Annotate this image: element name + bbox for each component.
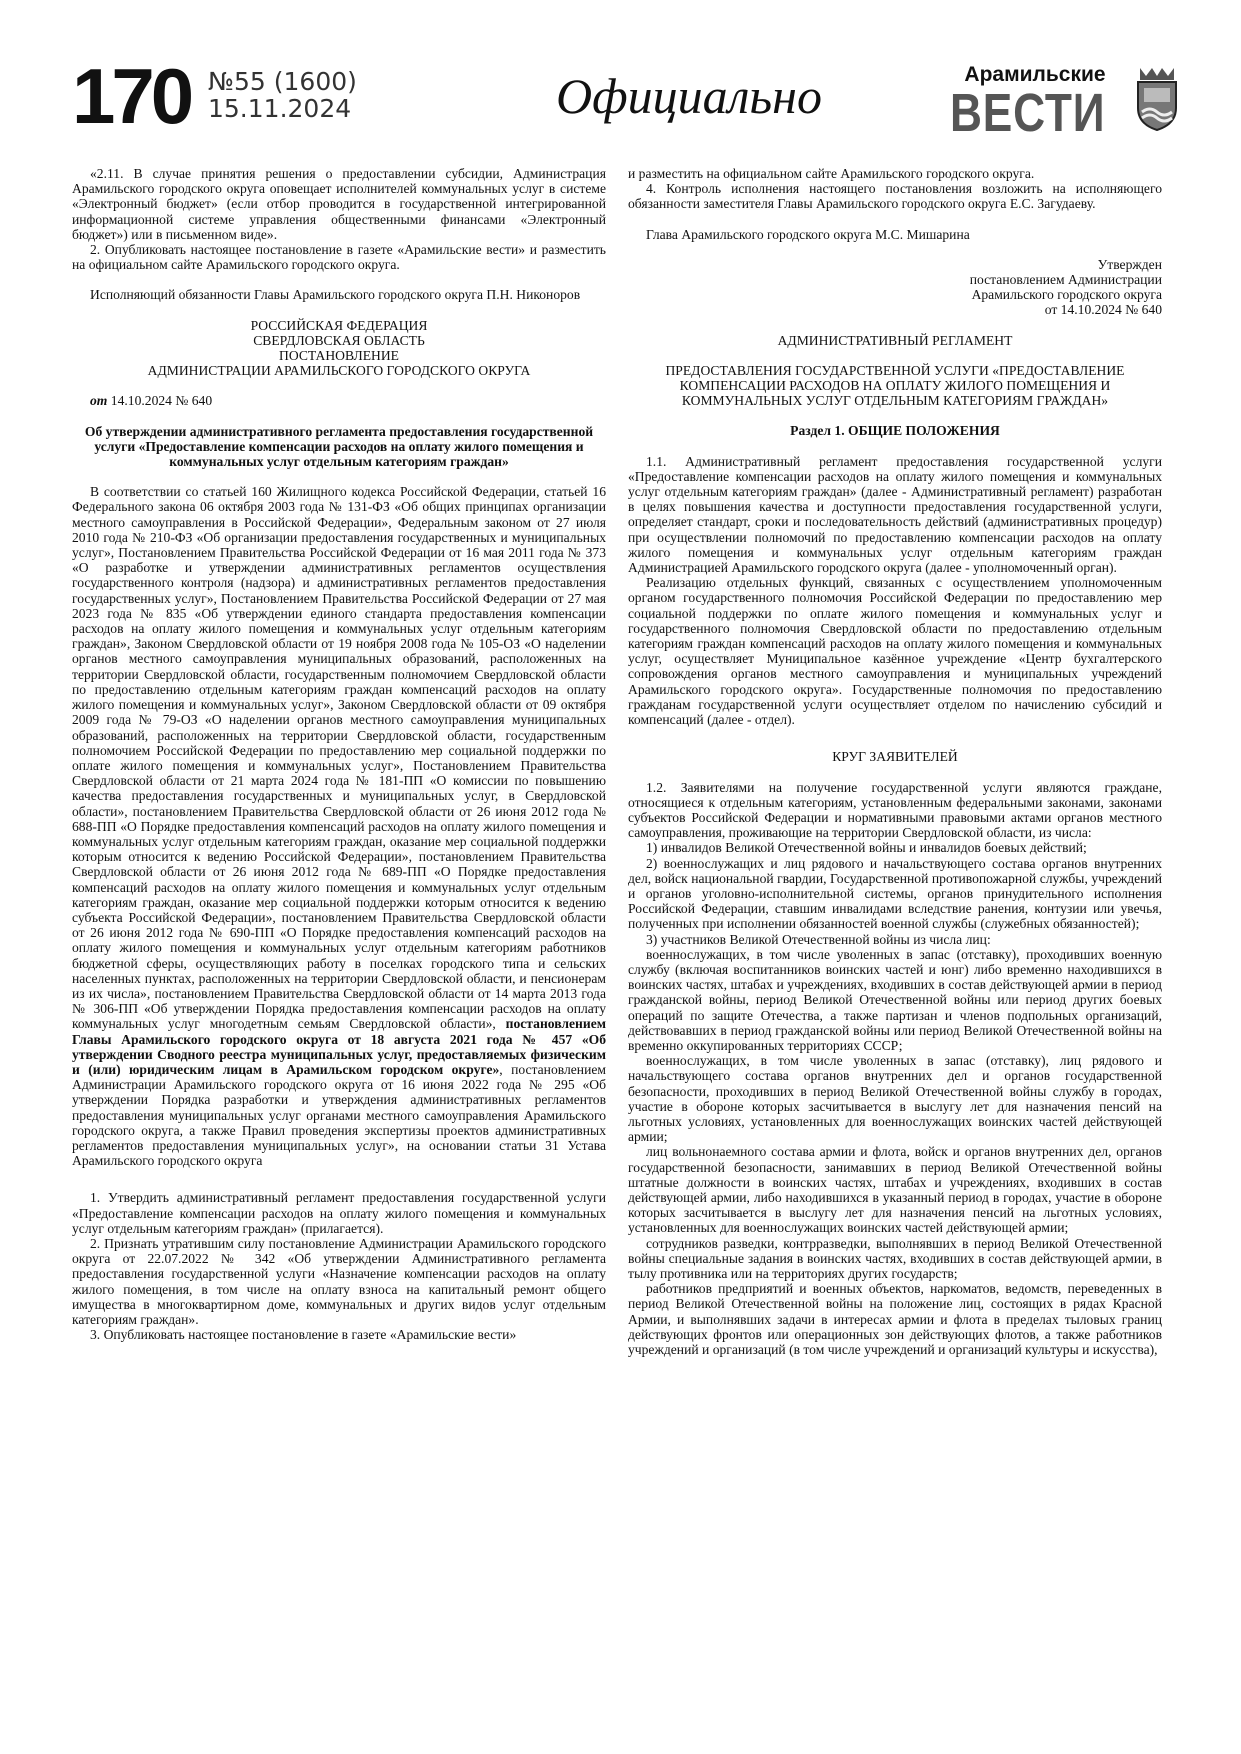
paragraph: Реализацию отдельных функций, связанных с осуществлением уполномоченным органом государственного полномочия Российской Федерации по предоставлению мер социальной поддержки по оплате жилого помещения и коммунальных услуг и государственного полномочия Свердловской области по предоставлению отдельным категориям граждан компенсаций расходов на оплату жилого помещения и коммунальных услуг, осуществляет Муниципальное казённое учреждение «Центр бухгалтерского сопровождения органов местного самоуправления и муниципальных учреждений Арамильского городского округа». Государственные полномочия по предоставлению гражданам государственной услуги осуществляет отделом по начислению субсидий и компенсаций (далее - отдел). bbox=[628, 575, 1162, 728]
paragraph: 1.1. Административный регламент предоставления государственной услуги «Предоставление компенсации расходов на оплату жилого помещения и коммунальных услуг отдельным категориям граждан» (далее - Административный регламент) разработан в целях повышения качества и доступности предоставления государственной услуги, определяет стандарт, сроки и последовательность действий (административных процедур) при осуществлении полномочий по предоставлению компенсации расходов на оплату жилого помещения и коммунальных услуг отдельным категориям граждан Администрацией Арамильского городского округа (далее - уполномоченный орган). bbox=[628, 453, 1162, 576]
coat-of-arms-icon bbox=[1132, 62, 1182, 132]
paragraph: 2. Опубликовать настоящее постановление в газете «Арамильские вести» и разместить на официальном сайте Арамильского городского округа. bbox=[72, 242, 606, 273]
list-item: лиц вольнонаемного состава армии и флота, войск и органов внутренних дел, органов государственной безопасности, занимавших в период Великой Отечественной войны штатные должности в воинских частях, штабах и учреждениях, входивших в состав действующей армии, либо находившихся в указанный период в городах, участие в обороне которых засчитывается в выслугу лет для назначения пенсий на льготных условиях, установленных для военнослужащих воинских частей действующей армии; bbox=[628, 1144, 1162, 1236]
section-heading: Раздел 1. ОБЩИЕ ПОЛОЖЕНИЯ bbox=[790, 423, 1000, 439]
list-item: 2. Признать утратившим силу постановление Администрации Арамильского городского округа от 22.07.2022 № 342 «Об утверждении Административного регламента предоставления государственной услуги «Назначение компенсации расходов на оплату жилого помещения, в том числе на оплату взноса на капитальный ремонт общего имущества в многоквартирном доме, коммунальных и других видов услуг отдельным категориям граждан». bbox=[72, 1236, 606, 1328]
paragraph: «2.11. В случае принятия решения о предоставлении субсидии, Администрация Арамильского городского округа оповещает исполнителей коммунальных услуг в системе «Электронный бюджет» (если отбор проводится в государственной интегрированной информационной системе управления общественными финансами «Электронный бюджет») или в письменном виде». bbox=[72, 166, 606, 242]
date-prefix: от bbox=[90, 393, 108, 409]
logo-top-text: Арамильские bbox=[964, 63, 1106, 86]
paragraph: и разместить на официальном сайте Арамильского городского округа. bbox=[628, 166, 1035, 181]
preamble bbox=[72, 484, 606, 1168]
list-item: 3) участников Великой Отечественной войны из числа лиц: bbox=[646, 931, 991, 947]
approval-line: от 14.10.2024 № 640 bbox=[1044, 302, 1162, 318]
signature: Исполняющий обязанности Главы Арамильского городского округа П.Н. Никоноров bbox=[90, 287, 581, 303]
date-number: 14.10.2024 № 640 bbox=[110, 393, 213, 409]
approval-line: Арамильского городского округа bbox=[971, 287, 1162, 303]
right-column bbox=[628, 166, 1162, 1357]
heading-country: РОССИЙСКАЯ ФЕДЕРАЦИЯ bbox=[250, 317, 428, 333]
document-date bbox=[72, 393, 606, 408]
section-title: Официально bbox=[556, 68, 822, 124]
signature: Глава Арамильского городского округа М.С. Мишарина bbox=[646, 226, 970, 242]
list-item: работников предприятий и военных объектов, наркоматов, ведомств, переведенных в период Великой Отечественной войны на положение лиц, состоящих в рядах Красной Армии, и выполнявших задачи в интересах армии и флота в пределах тыловых границ действующих фронтов или операционных зон действующих флотов, а также работников учреждений и организаций (в том числе учреждений и организаций культуры и искусства), bbox=[628, 1281, 1162, 1358]
list-item: 3. Опубликовать настоящее постановление в газете «Арамильские вести» bbox=[90, 1327, 517, 1343]
preamble-part-a: В соответствии со статьей 160 Жилищного кодекса Российской Федерации, статьей 16 Федерального закона 06 октября 2003 года № 131-ФЗ «Об общих принципах организации местного самоуправления в Российской Федерации», Федеральным законом от 27 июля 2010 года № 210-ФЗ «Об организации предоставления государственных и муниципальных услуг», Постановлением Правительства Российской Федерации от 16 мая 2011 года № 373 «О разработке и утверждении административных регламентов осуществления государственного контроля (надзора) и административных регламентов предоставления государственных услуг», Постановлением Правительства Российской Федерации от 27 мая 2023 года № 835 «Об утверждении единого стандарта предоставления компенсации расходов на оплату жилого помещения и коммунальных услуг отдельным категориям граждан», Законом Свердловской области от 19 ноября 2008 года № 105-ОЗ «О наделении органов местного самоуправления муниципальных образований, расположенных на территории Свердловской области, государственным полномочием Свердловской области по предоставлению отдельным категориям граждан компенсаций расходов на оплату жилого помещения и коммунальных услуг», Законом Свердловской области от 09 октября 2009 года № 79-ОЗ «О наделении органов местного самоуправления муниципальных образований, расположенных на территории Свердловской области, государственным полномочием Российской Федерации по предоставлению мер социальной поддержки по оплате жилого помещения и коммунальных услуг», Постановлением Правительства Свердловской области от 21 марта 2024 года № 181-ПП «О комиссии по повышению качества предоставления государственных и муниципальных услуг, в Свердловской области», постановлением Правительства Свердловской области от 26 июня 2012 года № 688-ПП «О Порядке предоставления компенсаций расходов на оплату жилого помещения и коммунальных услуг отдельным категориям граждан, оказание мер социальной поддержки которым относится к ведению Российской Федерации», постановлением Правительства Свердловской области от 26 июня 2012 года № 689-ПП «О Порядке предоставления компенсаций расходов на оплату жилого помещения и коммунальных услуг отдельным категориям граждан, оказание мер социальной поддержки которым относится к ведению субъекта Российской Федерации», постановлением Правительства Свердловской области от 26 июня 2012 года № 690-ПП «О Порядке предоставления компенсаций расходов на оплату жилого помещения и коммунальных услуг отдельным категориям работников бюджетной сферы, осуществляющих работу в поселках городского типа и сельских населенных пунктах, расположенных на территории Свердловской области, и пенсионерам из их числа», постановлением Правительства Свердловской области от 14 марта 2013 года № 306-ПП «Об утверждении Порядка предоставления компенсации расходов на оплату коммунальных услуг многодетным семьям Свердловской области», bbox=[72, 484, 606, 1032]
paragraph: 1.2. Заявителями на получение государственной услуги являются граждане, относящиеся к отдельным категориям, установленным федеральными законами, законами субъектов Российской Федерации и нормативными правовыми актами органов местного самоуправления, проживающие на территории Свердловской области, из числа: bbox=[628, 779, 1162, 841]
page-header bbox=[72, 52, 1182, 143]
page-number: 170 bbox=[72, 52, 191, 140]
list-item: 1) инвалидов Великой Отечественной войны и инвалидов боевых действий; bbox=[646, 840, 1087, 856]
heading-doc-type: ПОСТАНОВЛЕНИЕ bbox=[279, 348, 399, 364]
newspaper-logo bbox=[950, 63, 1120, 143]
list-item: военнослужащих, в том числе уволенных в запас (отставку), лиц рядового и начальствующего состава органов внутренних дел и органов государственной безопасности, проходивших в период Великой Отечественной войны службу в городах, участие в обороне которых засчитывается в выслугу лет для назначения пенсий на льготных условиях, установленных для военнослужащих воинских частей действующей армии; bbox=[628, 1053, 1162, 1145]
preamble-bold: постановлением Главы Арамильского городского округа от 18 августа 2021 года № 457 «Об утверждении Сводного реестра муниципальных услуг, предоставляемых физическим и (или) юридическим лицам в Арамильском городском округе» bbox=[72, 1016, 607, 1077]
heading-authority: АДМИНИСТРАЦИИ АРАМИЛЬСКОГО ГОРОДСКОГО ОКРУГА bbox=[147, 363, 531, 379]
regulation-title: АДМИНИСТРАТИВНЫЙ РЕГЛАМЕНТ bbox=[777, 332, 1013, 348]
logo-main-text: ВЕСТИ bbox=[950, 83, 1106, 143]
left-column bbox=[72, 166, 606, 1342]
issue-date: 15.11.2024 bbox=[208, 94, 352, 123]
list-item: 4. Контроль исполнения настоящего постановления возложить на исполняющего обязанности заместителя Главы Арамильского городского округа Е.С. Загудаеву. bbox=[628, 181, 1162, 212]
approval-line: постановлением Администрации bbox=[969, 272, 1162, 288]
section-heading: КРУГ ЗАЯВИТЕЛЕЙ bbox=[832, 749, 958, 765]
issue-number: №55 (1600) bbox=[208, 67, 357, 96]
regulation-subtitle: ПРЕДОСТАВЛЕНИЯ ГОСУДАРСТВЕННОЙ УСЛУГИ «ПРЕДОСТАВЛЕНИЕ КОМПЕНСАЦИИ РАСХОДОВ НА ОПЛАТУ ЖИЛОГО ПОМЕЩЕНИЯ И КОММУНАЛЬНЫХ УСЛУГ ОТДЕЛЬНЫМ КАТЕГОРИЯМ ГРАЖДАН» bbox=[665, 362, 1125, 409]
list-item: военнослужащих, в том числе уволенных в запас (отставку), проходивших военную службу (включая воспитанников воинских частей и юнг) либо временно находившихся в воинских частях, штабах и учреждениях, входивших в состав действующей армии в период гражданской войны, период Великой Отечественной войны или период других боевых операций по защите Отечества, а также партизан и членов подпольных организаций, действовавших в период гражданской войны или период Великой Отечественной войны на временно оккупированных территориях СССР; bbox=[628, 946, 1162, 1053]
approval-line: Утвержден bbox=[1097, 256, 1162, 272]
document-title: Об утверждении административного регламента предоставления государственной услуги «Предоставление компенсации расходов на оплату жилого помещения и коммунальных услуг отдельным категориям граждан» bbox=[84, 423, 594, 470]
heading-region: СВЕРДЛОВСКАЯ ОБЛАСТЬ bbox=[253, 332, 425, 348]
preamble-part-b: , постановлением Администрации Арамильского городского округа от 16 июня 2022 года № 295 «Об утверждении Порядка разработки и утверждения административных регламентов предоставления муниципальных услуг органами местного самоуправления Арамильского городского округа, а также Правил проведения экспертизы проектов административных регламентов предоставления муниципальных услуг», на основании статьи 31 Устава Арамильского городского округа bbox=[72, 1061, 606, 1169]
list-item: 2) военнослужащих и лиц рядового и начальствующего состава органов внутренних дел, войск национальной гвардии, Государственной противопожарной службы, учреждений и органов уголовно-исполнительной системы, органов принудительного исполнения Российской Федерации, ставшим инвалидами вследствие ранения, контузии или увечья, полученных при исполнении обязанностей военной службы (служебных обязанностей); bbox=[628, 855, 1162, 932]
list-item: 1. Утвердить административный регламент предоставления государственной услуги «Предоставление компенсации расходов на оплату жилого помещения и коммунальных услуг отдельным категориям граждан» (прилагается). bbox=[72, 1190, 606, 1236]
list-item: сотрудников разведки, контрразведки, выполнявших в период Великой Отечественной войны специальные задания в воинских частях, входивших в состав действующей армии, в тылу противника или на территориях других государств; bbox=[628, 1235, 1162, 1281]
issue-info bbox=[208, 68, 357, 122]
